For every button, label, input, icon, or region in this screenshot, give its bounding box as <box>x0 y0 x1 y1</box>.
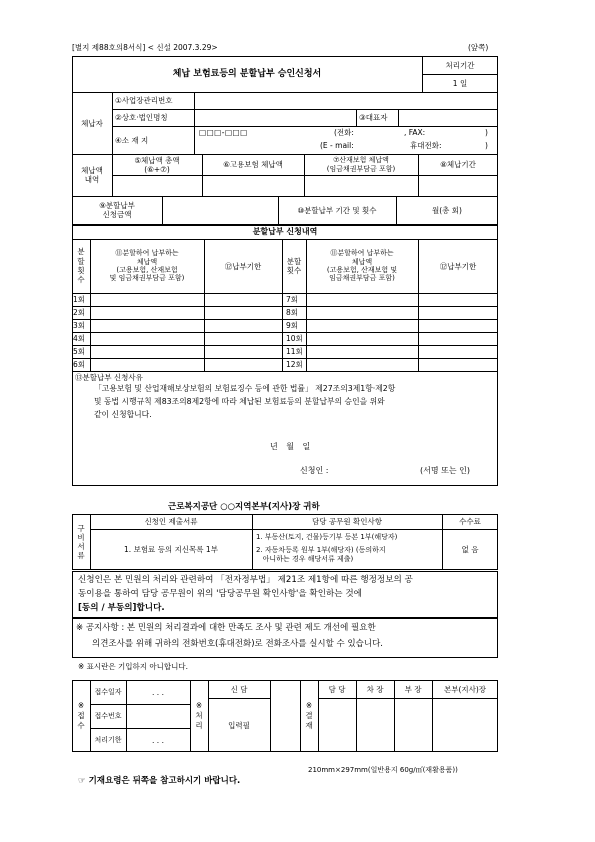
request-period-value: 월(총 회) <box>432 205 462 215</box>
reason-line3: 같이 신청합니다. <box>94 410 152 419</box>
row-count-left: 5회 <box>73 347 86 356</box>
receipt-date-label: 접수일자 <box>94 687 122 696</box>
postal-code-boxes[interactable]: □□□-□□□ <box>199 128 248 137</box>
count-col-header: 분 할 횟 수 <box>77 247 85 285</box>
amount-col-header: ⑪분할하여 납부하는 체납액 (고용보험, 산재보험 및 임금채권부담금 포함) <box>109 249 185 283</box>
deadline-label: 처리기한 <box>94 735 122 744</box>
fee-value: 없 음 <box>461 545 479 554</box>
approver-head: 본부(지사)장 <box>443 684 487 694</box>
mgmt-no-label: ①사업장관리번호 <box>115 96 173 105</box>
row-count-left: 2회 <box>73 308 86 317</box>
close-paren: ) <box>485 141 488 150</box>
deadline-dots: . . . <box>152 735 164 745</box>
writing-guide: ☞ 기재요령은 뒤쪽을 참고하시기 바랍니다. <box>78 776 241 786</box>
consent-choice[interactable]: [동의 / 부동의]합니다. <box>78 603 165 613</box>
tel-label: (전화: <box>334 128 354 137</box>
applicant-docs-header: 신청인 제출서류 <box>144 517 198 526</box>
row-count-left: 4회 <box>73 334 86 343</box>
approval-side-label: ※ 결 재 <box>305 701 313 730</box>
paper-size: 210mm×297mm(일반용지 60g/㎡(재활용품)) <box>308 766 458 774</box>
arrears-total-label: ⑤체납액 총액 (⑥+⑦) <box>134 155 180 174</box>
process-side-label: ※ 처 리 <box>195 701 203 730</box>
approver-staff: 담 당 <box>328 684 346 694</box>
consent-text-2: 동이용을 통하여 담당 공무원이 위의 '담당공무원 확인사항'을 확인하는 것에 <box>78 589 362 599</box>
row-count-left: 1회 <box>73 295 86 304</box>
notice-line2: 의견조사를 위해 귀하의 전화번호(휴대전화)로 전화조사를 실시할 수 있습니다. <box>92 639 384 649</box>
employment-arrears-label: ⑥고용보험 체납액 <box>223 160 283 169</box>
arrears-section-label: 체납액 내역 <box>81 166 103 184</box>
email-label: (E - mail: <box>320 141 354 150</box>
approver-deputy: 차 장 <box>366 684 384 694</box>
notice-line1: ※ 공지사항 : 본 민원의 처리결과에 대한 만족도 조사 및 관련 제도 개선에 필요한 <box>76 623 376 633</box>
amount2-col-header: ⑪분할하여 납부하는 체납액 (고용보험, 산재보험 및 임금채권부담금 포함) <box>326 249 398 283</box>
industrial-arrears-label: ⑦산재보험 체납액 (임금채권부담금 포함) <box>326 156 396 173</box>
approver-manager: 부 장 <box>404 684 422 694</box>
consent-text-1: 신청인은 본 민원의 처리와 관련하여 「전자정부법」 제21조 제1항에 따른 행정정보의 공 <box>78 575 413 585</box>
row-count-left: 6회 <box>73 360 86 369</box>
receipt-date-dots: . . . <box>152 687 164 697</box>
processing-value: 1 일 <box>452 78 468 88</box>
reason-line2: 및 동법 시행규칙 제83조의8제2항에 따라 체납된 보험료등의 분할납부의 승인을 위와 <box>94 397 385 406</box>
payer-section-label: 체납자 <box>81 118 103 128</box>
mobile-label: 휴대전화: <box>410 141 442 150</box>
form-id: [별지 제88호의8서식] < 신설 2007.3.29> <box>72 43 218 52</box>
signature-label: (서명 또는 인) <box>420 466 470 475</box>
input-done: 입력필 <box>228 720 250 730</box>
page-side: (앞쪽) <box>468 43 489 52</box>
officer-item-1: 1. 부동산(토지, 건물)등기부 등본 1부(해당자) <box>256 533 398 541</box>
processing-label: 처리기간 <box>445 60 475 70</box>
reason-label: ⑬분할납부 신청사유 <box>75 373 143 382</box>
receipt-side-label: ※ 접 수 <box>77 701 85 730</box>
details-header: 분할납부 신청내역 <box>252 227 318 237</box>
request-amount-label: ⑨분할납부 신청금액 <box>99 201 135 219</box>
recipient: 근로복지공단 ○○지역본부(지사)장 귀하 <box>168 502 320 512</box>
row-count-right: 9회 <box>286 321 299 330</box>
form-title: 체납 보험료등의 분할납부 승인신청서 <box>172 68 322 79</box>
row-count-right: 7회 <box>286 295 299 304</box>
officer-item-2: 2. 자동차등록 원부 1부(해당자) (동의하지 아니하는 경우 해당서류 제출) <box>256 546 386 564</box>
count2-col-header: 분할 횟수 <box>286 257 302 275</box>
representative-label: ③대표자 <box>359 113 388 122</box>
row-count-right: 11회 <box>286 347 303 356</box>
row-count-right: 10회 <box>286 334 303 343</box>
applicant-doc-1: 1. 보험료 등의 지신목록 1부 <box>124 545 218 554</box>
documents-side-label: 구 비 서 류 <box>77 524 85 560</box>
fax-label: , FAX: <box>404 128 426 137</box>
fee-header: 수수료 <box>459 517 481 526</box>
close-paren: ) <box>485 128 488 137</box>
receipt-no-label: 접수번호 <box>94 711 122 720</box>
due-col-header: ⑫납부기한 <box>224 261 262 271</box>
officer-header: 신 담 <box>230 684 248 694</box>
company-name-label: ②상호·법인명칭 <box>115 113 168 122</box>
officer-check-header: 담당 공무원 확인사항 <box>312 517 382 526</box>
request-period-label: ⑩분할납부 기간 및 횟수 <box>297 205 377 215</box>
row-count-right: 8회 <box>286 308 299 317</box>
row-count-right: 12회 <box>286 360 303 369</box>
row-count-left: 3회 <box>73 321 86 330</box>
arrears-period-label: ⑧체납기간 <box>440 160 476 169</box>
address-label: ④소 재 지 <box>115 135 149 145</box>
reason-line1: 「고용보험 및 산업재해보상보험의 보험료징수 등에 관한 법률」 제27조의3제1항·제2항 <box>94 384 396 393</box>
due2-col-header: ⑫납부기한 <box>439 261 477 271</box>
office-use-note: ※ 표시란은 기입하지 아니합니다. <box>78 662 189 671</box>
application-date: 년 월 일 <box>270 442 311 451</box>
applicant-label: 신청인 : <box>300 466 329 475</box>
